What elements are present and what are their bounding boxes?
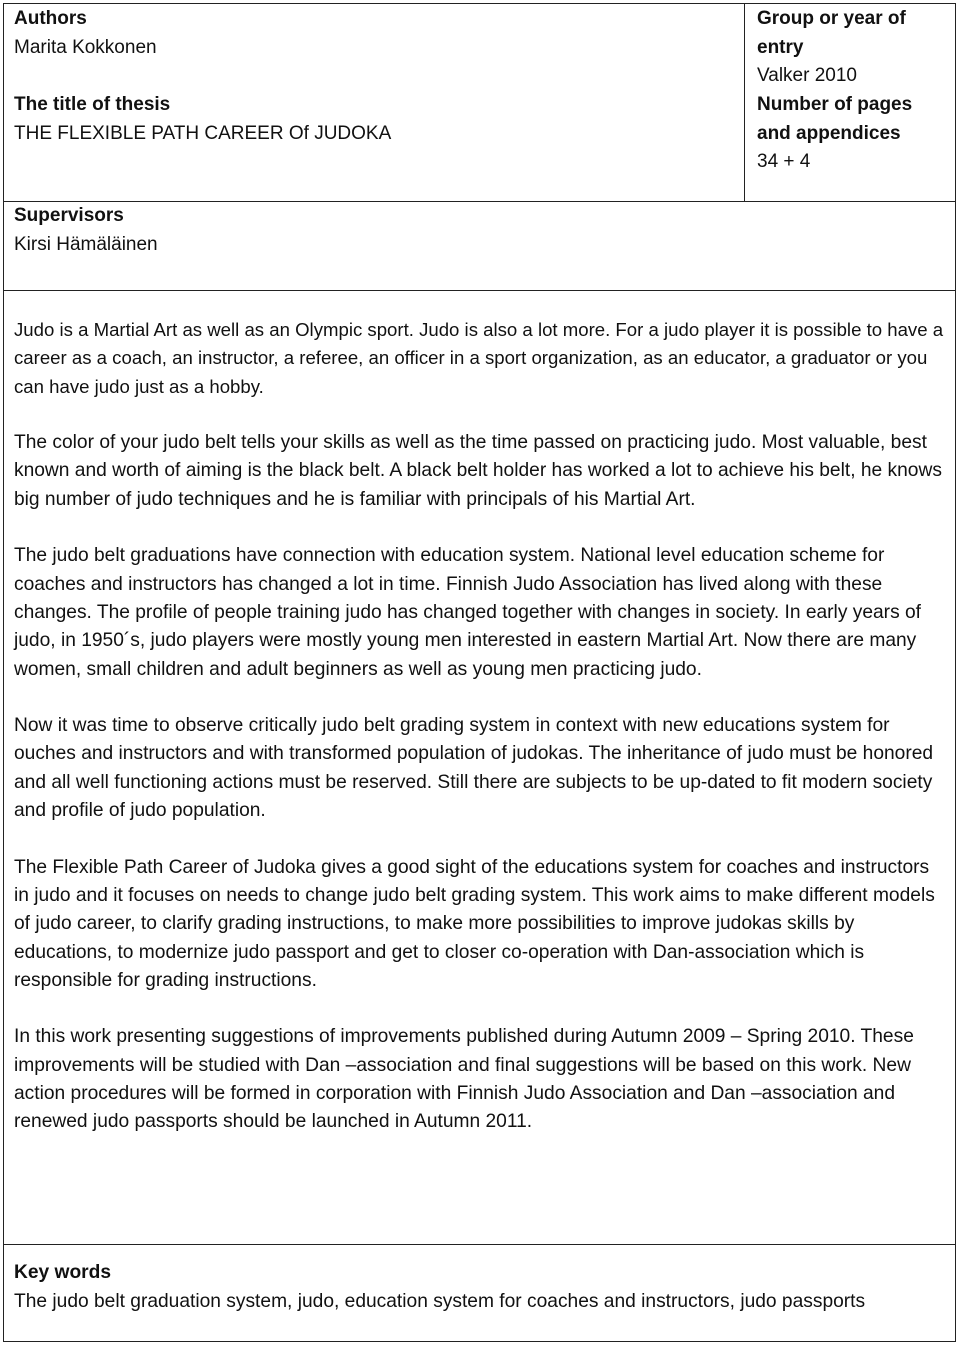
abstract-divider bbox=[3, 1244, 956, 1245]
authors-value: Marita Kokkonen bbox=[14, 36, 157, 58]
thesis-title-value: THE FLEXIBLE PATH CAREER Of JUDOKA bbox=[14, 122, 392, 144]
authors-cell bbox=[14, 5, 157, 62]
supervisors-label: Supervisors bbox=[14, 205, 124, 226]
thesis-title-label: The title of thesis bbox=[14, 94, 171, 115]
keywords-value: The judo belt graduation system, judo, education system for coaches and instructors, judo passports bbox=[14, 1290, 866, 1312]
supervisors-divider bbox=[3, 290, 956, 291]
group-value: Valker 2010 bbox=[757, 65, 857, 86]
pages-label-line1: Number of pages bbox=[757, 94, 913, 115]
header-column-divider bbox=[744, 3, 745, 201]
pages-value: 34 + 4 bbox=[757, 151, 811, 172]
abstract-paragraph: In this work presenting suggestions of improvements published during Autumn 2009 – Spring 2010. These improvements will be studied with Dan –association and final suggestions will be based on this work. New action procedures will be formed in corporation with Finnish Judo Association and Dan –association and renewed judo passports should be launched in Autumn 2011. bbox=[14, 1026, 914, 1133]
thesis-title-cell bbox=[14, 91, 391, 148]
group-label-line1: Group or year of bbox=[757, 8, 906, 29]
abstract-paragraph: Judo is a Martial Art as well as an Olympic sport. Judo is also a lot more. For a judo player it is possible to have a career as a coach, an instructor, a referee, an officer in a sport organization, as an educator, a graduator or you can have judo just as a hobby. bbox=[14, 319, 944, 397]
group-cell bbox=[757, 5, 906, 91]
pages-label-line2: and appendices bbox=[757, 122, 901, 144]
pages-cell bbox=[757, 91, 912, 177]
abstract-paragraph: The judo belt graduations have connection with education system. National level education scheme for coaches and instructors has changed a lot in time. Finnish Judo Association has lived along with these changes. The profile of people training judo has changed together with changes in society. In early years of judo, in 1950´s, judo players were mostly young men interested in eastern Martial Art. Now there are many women, small children and adult beginners as well as young men practicing judo. bbox=[14, 545, 922, 680]
abstract-paragraph: The Flexible Path Career of Judoka gives a good sight of the educations system for coaches and instructors in judo and it focuses on needs to change judo belt grading system. This work aims to make different models of judo career, to clarify grading instructions, to make more possibilities to improve judokas skills by educations, to modernize judo passport and get to closer co-operation with Dan-association which is responsible for grading instructions. bbox=[14, 856, 935, 991]
keywords-cell bbox=[14, 1259, 944, 1316]
supervisors-cell bbox=[14, 202, 158, 259]
authors-label: Authors bbox=[14, 8, 87, 29]
supervisors-value: Kirsi Hämäläinen bbox=[14, 233, 158, 255]
keywords-label: Key words bbox=[14, 1262, 112, 1283]
abstract-text bbox=[14, 316, 944, 1165]
abstract-paragraph: The color of your judo belt tells your skills as well as the time passed on practicing judo. Most valuable, best known and worth of aiming is the black belt. A black belt holder has worked a lot to achieve his belt, he knows big number of judo techniques and he is familiar with principals of his Martial Art. bbox=[14, 432, 942, 510]
abstract-paragraph: Now it was time to observe critically judo belt grading system in context with new educations system for ouches and instructors and with transformed population of judokas. The inheritance of judo must be honored and all well functioning actions must be reserved. Still there are subjects to be up-dated to fit modern society and profile of judo population. bbox=[14, 715, 934, 822]
group-label-line2: entry bbox=[757, 36, 804, 58]
